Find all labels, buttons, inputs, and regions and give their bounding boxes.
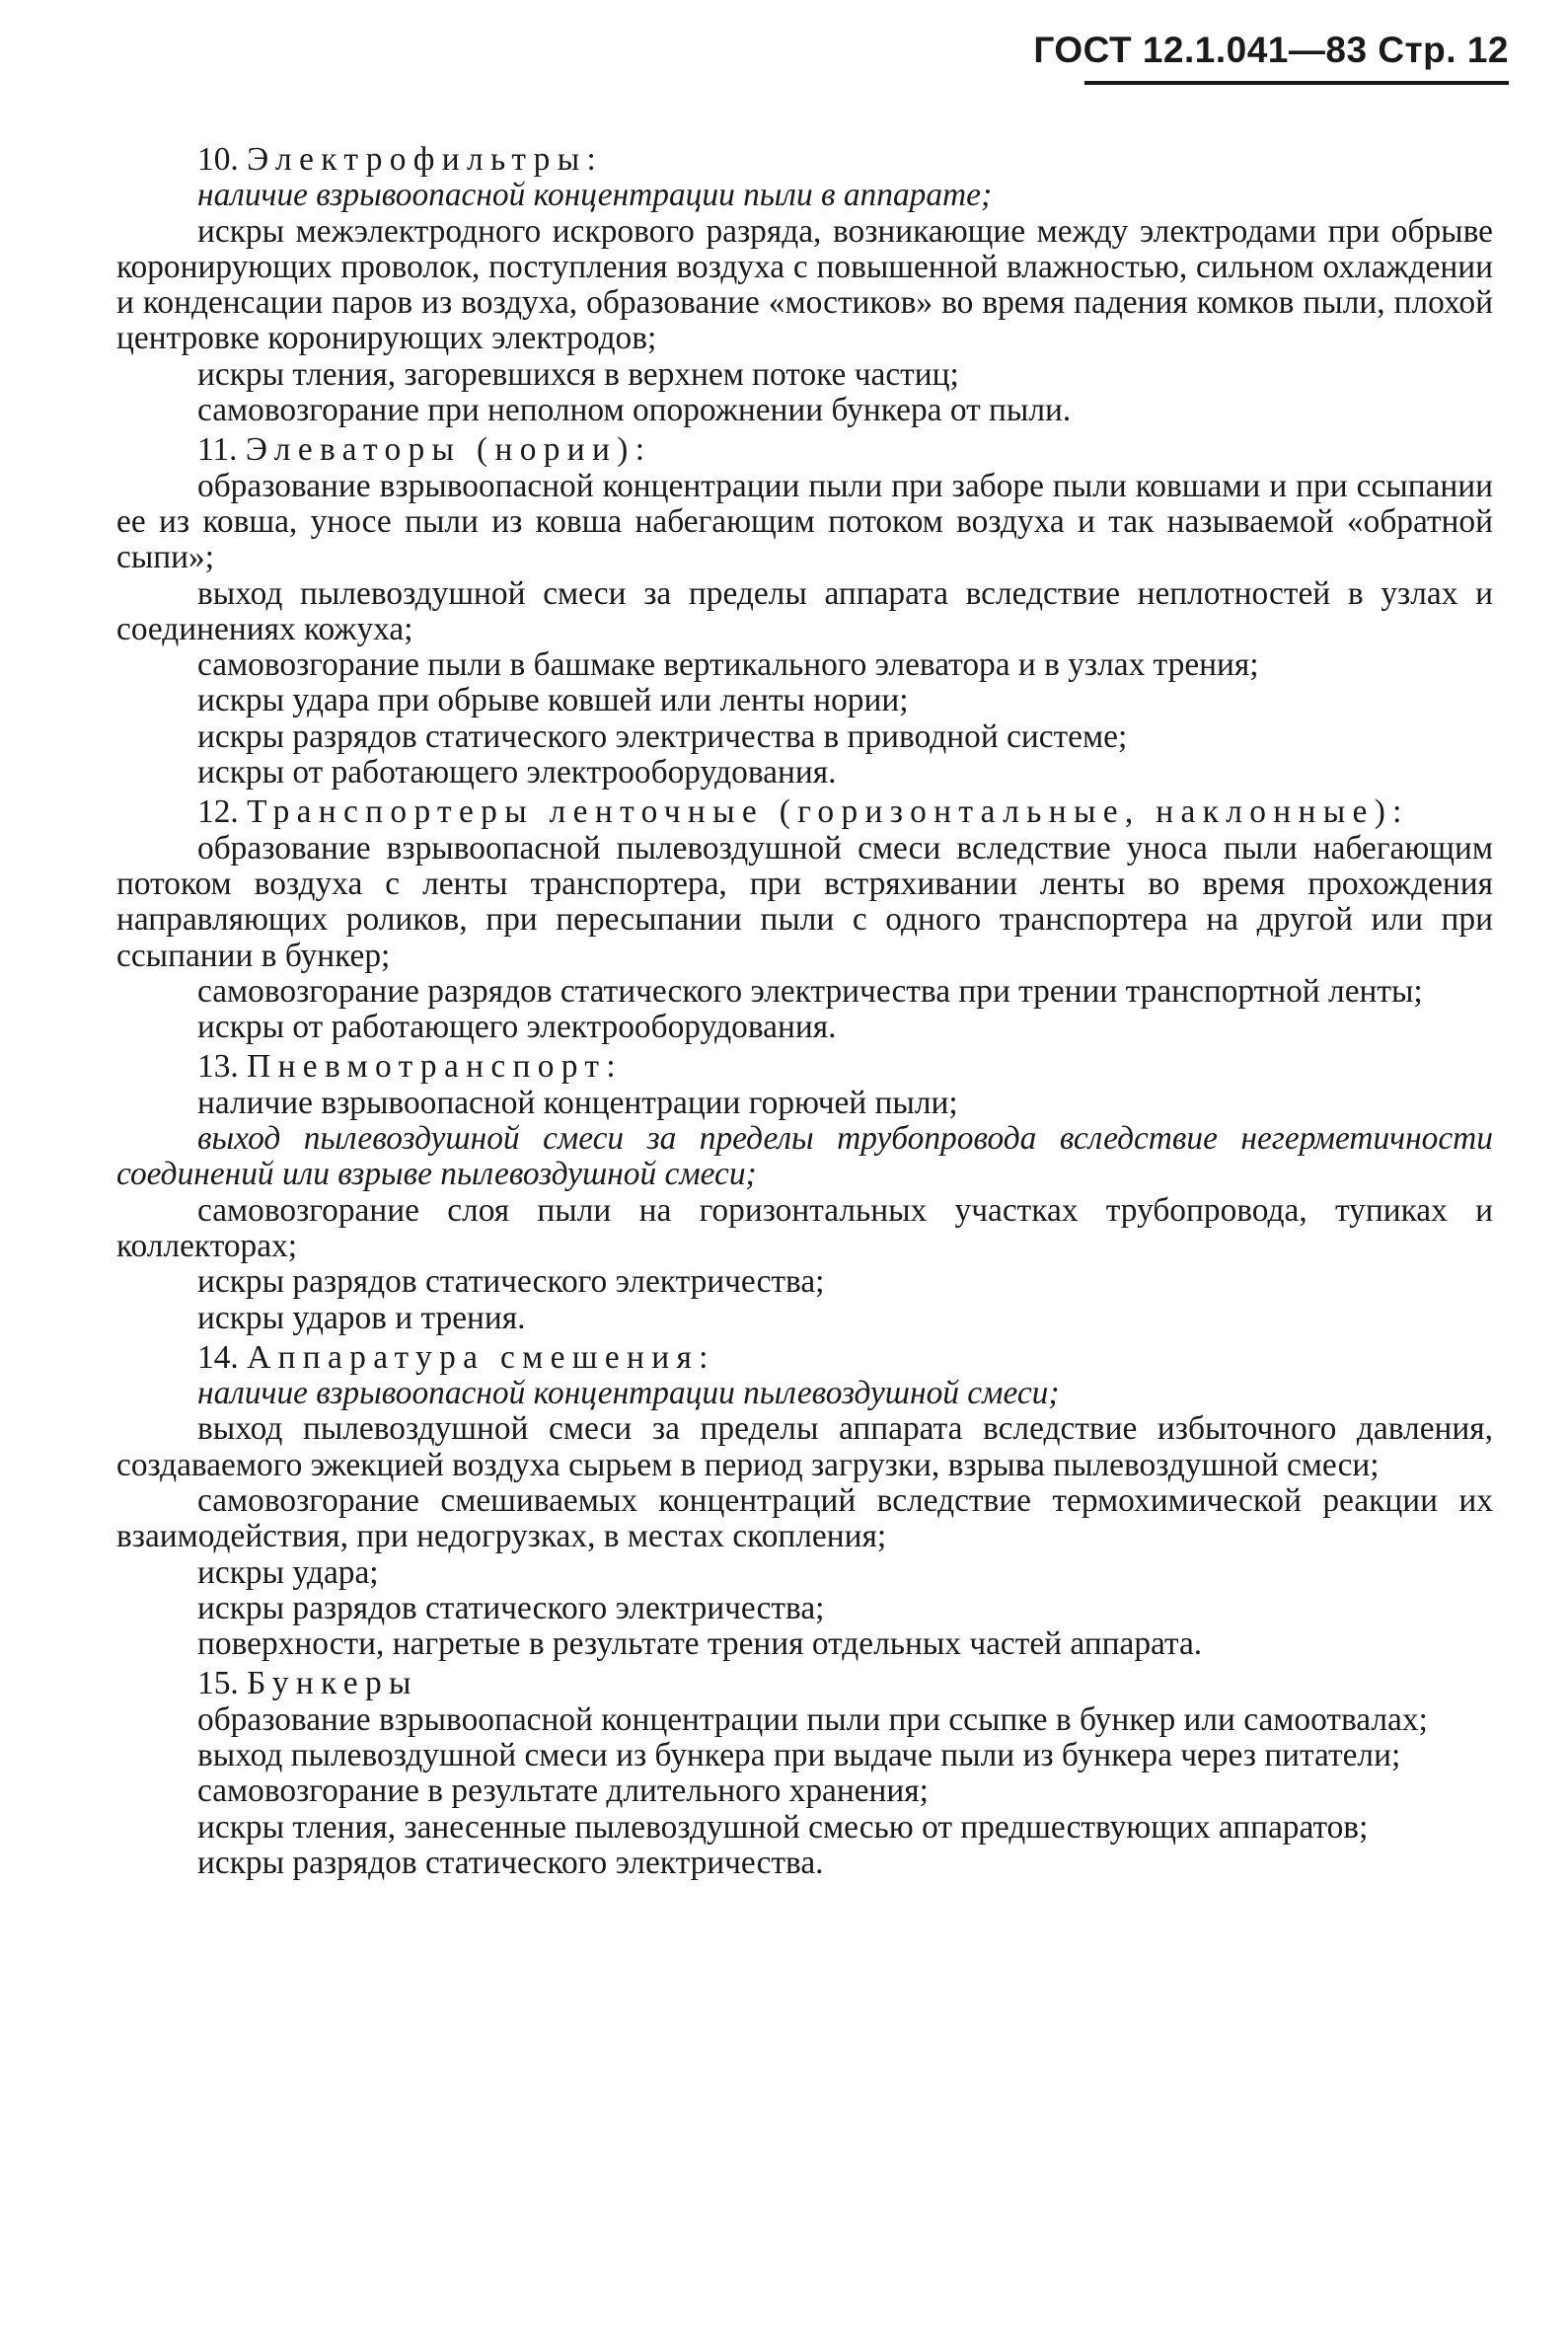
section-number: 13. [197, 1048, 239, 1086]
list-item: наличие взрывоопасной концентрации пыли в аппарате; [197, 177, 993, 214]
list-item: наличие взрывоопасной концентрации пылевоздушной смеси; [197, 1375, 1060, 1412]
section-title: Аппаратура смешения: [247, 1338, 715, 1376]
list-item: поверхности, нагретые в результате трения отдельных частей аппарата. [197, 1625, 1203, 1663]
section-heading [116, 432, 1493, 468]
section-title: Пневмотранспорт: [247, 1048, 623, 1086]
section-number: 10. [197, 141, 239, 178]
list-item: самовозгорание смешиваемых концентраций вследствие термохимической реакции их взаимодействия, при недогрузках, в местах скопления; [116, 1481, 1493, 1555]
header-rule [1084, 81, 1509, 85]
list-item: искры разрядов статического электричества в приводной системе; [197, 717, 1128, 755]
list-item: самовозгорание при неполном опорожнении бункера от пыли. [197, 392, 1072, 429]
document-body [116, 138, 1493, 1881]
list-item: искры разрядов статического электричества. [197, 1844, 824, 1881]
section-number: 15. [197, 1665, 239, 1702]
list-item: выход пылевоздушной смеси за пределы трубопровода вследствие негерметичности соединений или взрыве пылевоздушной смеси; [116, 1120, 1493, 1193]
standard-number: ГОСТ 12.1.041—83 [1033, 30, 1368, 70]
list-item: искры разрядов статического электричества; [197, 1263, 825, 1301]
list-item: самовозгорание разрядов статического электричества при трении транспортной ленты; [197, 972, 1423, 1010]
list-item: выход пылевоздушной смеси за пределы аппарата вследствие избыточного давления, создаваемого эжекцией воздуха сырьем в период загрузки, взрыва пылевоздушной смеси; [116, 1410, 1493, 1483]
list-item: самовозгорание в результате длительного хранения; [197, 1772, 929, 1810]
section-number: 11. [197, 431, 238, 469]
list-item: искры разрядов статического электричества; [197, 1589, 825, 1626]
section-title: Элеваторы (нории): [245, 431, 652, 469]
section-heading [116, 794, 1493, 830]
section-title: Электрофильтры: [247, 141, 604, 178]
section-title: Транспортеры ленточные (горизонтальные, наклонные): [247, 793, 1409, 831]
list-item: искры межэлектродного искрового разряда, возникающие между электродами при обрыве коронирующих проволок, поступления воздуха с повышенной влажностью, сильном охлаждении и конденсации паров из воздуха, образование «мостиков» во время падения комков пыли, плохой центровке коронирующих электродов; [116, 212, 1493, 357]
list-item: образование взрывоопасной концентрации пыли при ссыпке в бункер или самоотвалах; [197, 1700, 1428, 1738]
section-title: Бункеры [247, 1665, 418, 1702]
list-item: искры тления, загоревшихся в верхнем потоке частиц; [197, 355, 959, 393]
section-heading [116, 1340, 1493, 1376]
list-item: искры удара; [197, 1553, 379, 1591]
list-item: искры от работающего электрооборудования. [197, 1009, 837, 1046]
section-heading [116, 142, 1493, 178]
list-item: выход пылевоздушной смеси из бункера при выдаче пыли из бункера через питатели; [197, 1737, 1401, 1774]
list-item: искры тления, занесенные пылевоздушной смесью от предшествующих аппаратов; [197, 1808, 1369, 1846]
section-heading [116, 1049, 1493, 1085]
list-item: образование взрывоопасной пылевоздушной смеси вследствие уноса пыли набегающим потоком воздуха с ленты транспортера, при встряхивании ленты во время прохождения направляющих роликов, при пересыпании пыли с одного транспортера на другой или при ссыпании в бункер; [116, 829, 1493, 974]
list-item: образование взрывоопасной концентрации пыли при заборе пыли ковшами и при ссыпании ее из ковша, уносе пыли из ковша набегающим потоком воздуха и так называемой «обратной сыпи»; [116, 467, 1493, 576]
list-item: искры от работающего электрооборудования. [197, 754, 837, 792]
list-item: искры удара при обрыве ковшей или ленты нории; [197, 682, 909, 719]
list-item: самовозгорание пыли в башмаке вертикального элеватора и в узлах трения; [197, 646, 1259, 684]
list-item: самовозгорание слоя пыли на горизонтальных участках трубопровода, тупиках и коллекторах; [116, 1191, 1493, 1264]
list-item: искры ударов и трения. [197, 1299, 526, 1336]
page-header [1033, 30, 1509, 71]
section-number: 14. [197, 1338, 239, 1376]
page-number: Стр. 12 [1378, 30, 1509, 70]
list-item: выход пылевоздушной смеси за пределы аппарата вследствие неплотностей в узлах и соединениях кожуха; [116, 574, 1493, 647]
section-heading [116, 1666, 1493, 1701]
list-item: наличие взрывоопасной концентрации горючей пыли; [197, 1084, 958, 1121]
section-number: 12. [197, 793, 239, 831]
